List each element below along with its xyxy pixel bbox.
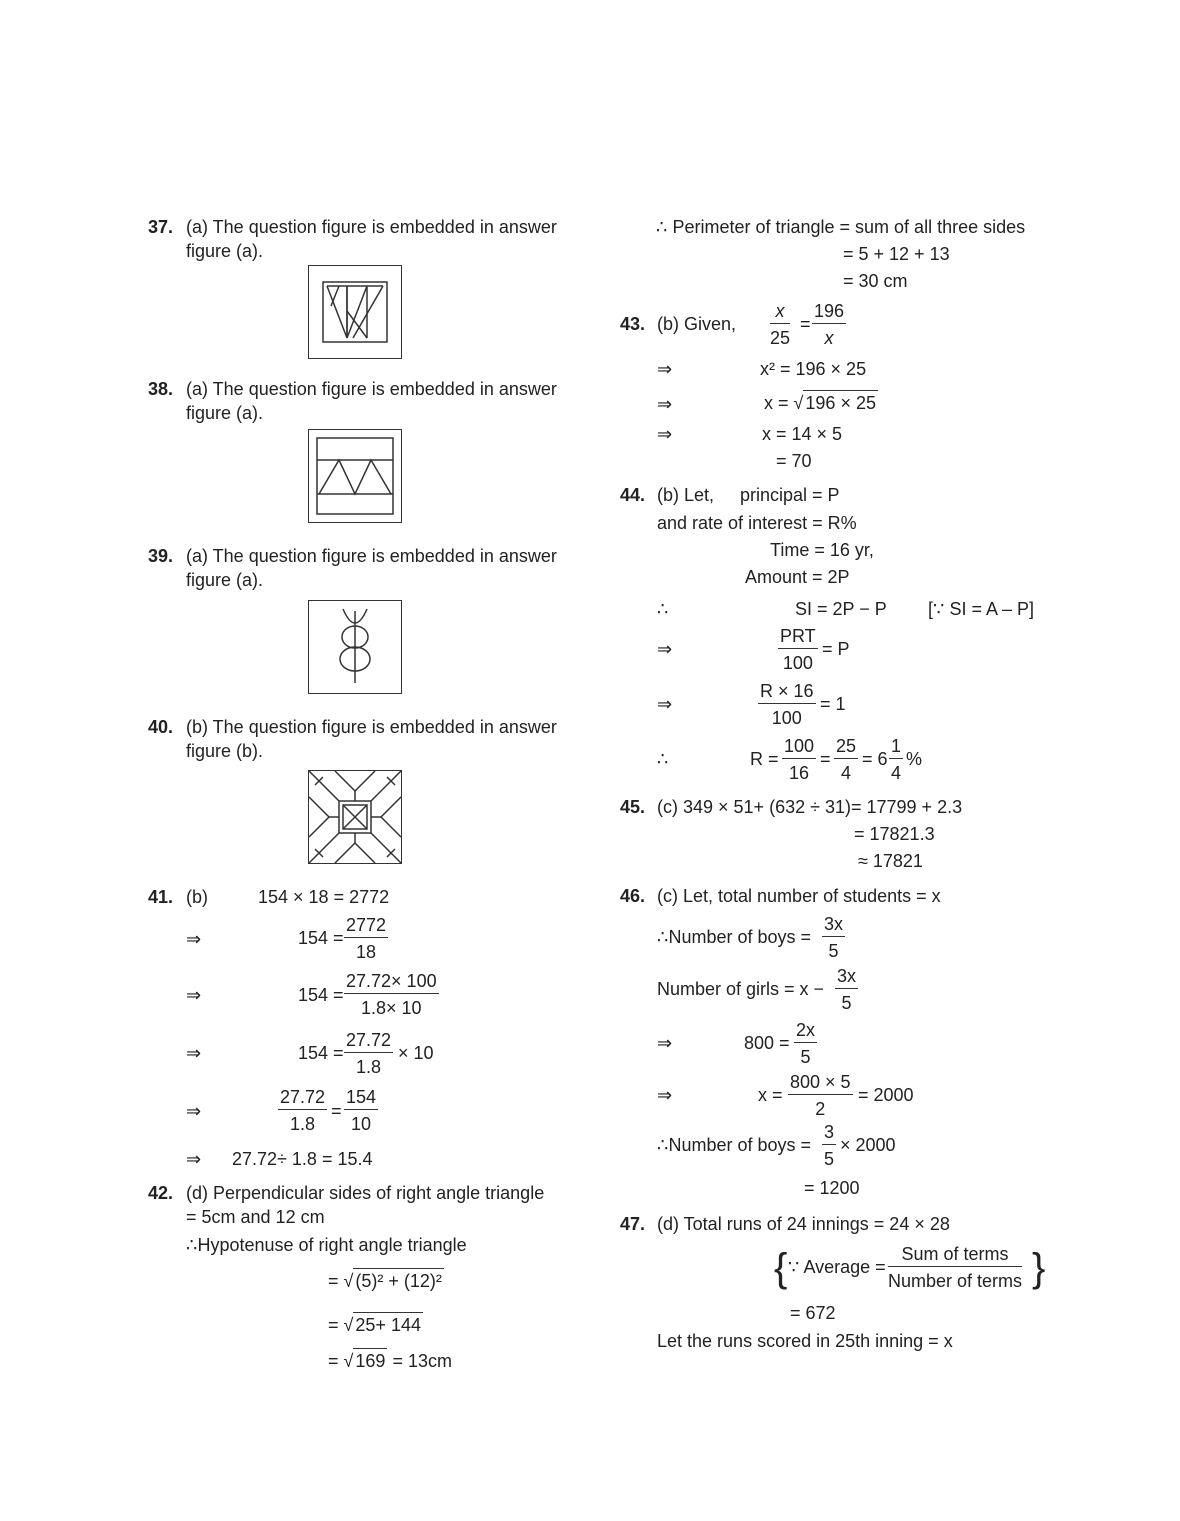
equation-line: ≈ 17821 <box>858 851 923 871</box>
fraction: Sum of terms Number of terms <box>888 1244 1023 1291</box>
equation-suffix: × 10 <box>398 1043 434 1063</box>
question-number: 46. <box>620 886 646 906</box>
right-brace: } <box>1032 1246 1046 1290</box>
implies-symbol: ⇒ <box>186 929 202 949</box>
equation-prefix: 154 = <box>298 928 344 948</box>
answer-text: figure (a). <box>186 570 264 590</box>
implies-symbol: ⇒ <box>657 694 673 714</box>
equals-sign: = <box>820 749 831 769</box>
answer-text: = 5cm and 12 cm <box>186 1207 325 1227</box>
answer-text: ∴ Perimeter of triangle = sum of all three sides <box>656 217 1026 237</box>
sqrt-expression: x = √ 196 × 25 <box>764 394 878 412</box>
answer-text: (d) Total runs of 24 innings = 24 × 28 <box>657 1214 950 1234</box>
therefore-symbol: ∴ <box>657 599 669 619</box>
answer-figure-37 <box>308 265 402 359</box>
equation-line: Time = 16 yr, <box>770 540 874 560</box>
equation-prefix: ∴Number of boys = <box>657 927 812 947</box>
answer-text: ∴Hypotenuse of right angle triangle <box>186 1235 467 1255</box>
implies-symbol: ⇒ <box>657 1085 673 1105</box>
answer-text: (b) The question figure is embedded in answer <box>186 717 557 737</box>
fraction: PRT 100 <box>780 626 816 673</box>
fraction: $\frac{3x}{5}$ <box>837 966 857 1013</box>
equation-prefix: 154 = <box>298 985 344 1005</box>
equation-line: = 1200 <box>804 1178 860 1198</box>
answer-figure-38 <box>308 429 402 523</box>
equation-suffix: = P <box>822 639 850 659</box>
equation-line: 27.72÷ 1.8 = 15.4 <box>232 1149 373 1169</box>
fraction: $\frac{196}{x}$ <box>814 301 845 348</box>
left-brace: { <box>774 1246 788 1290</box>
answer-figure-39 <box>308 600 402 694</box>
answer-text: (a) The question figure is embedded in answer <box>186 217 557 237</box>
question-number: 45. <box>620 797 646 817</box>
equation-prefix: 154 = <box>298 1043 344 1063</box>
equation-line: x² = 196 × 25 <box>760 359 867 379</box>
question-number: 42. <box>148 1183 174 1203</box>
fraction: $\frac{2772}{18}$ <box>346 915 387 962</box>
equation-line: SI = 2P − P <box>795 599 887 619</box>
therefore-symbol: ∴ <box>657 749 669 769</box>
implies-symbol: ⇒ <box>657 424 673 444</box>
question-number: 44. <box>620 485 646 505</box>
sqrt-expression: = √ (5)² + (12)² <box>328 1272 444 1290</box>
equation-line: = 672 <box>790 1303 836 1323</box>
equation-prefix: 800 = <box>744 1033 790 1053</box>
equation-prefix: x = <box>758 1085 783 1105</box>
equation-line: and rate of interest = R% <box>657 513 857 533</box>
equation-line: = 5 + 12 + 13 <box>843 244 950 264</box>
implies-symbol: ⇒ <box>186 1043 202 1063</box>
fraction: $\frac{100}{16}$ <box>784 736 815 783</box>
sqrt-expression: = √ 25+ 144 <box>328 1316 423 1334</box>
question-number: 43. <box>620 314 646 334</box>
fraction: $\frac{R \times 16}{100}$ <box>760 681 814 728</box>
fraction: $\frac{25}{4}$ <box>836 736 857 783</box>
equation-suffix: % <box>906 749 923 769</box>
implies-symbol: ⇒ <box>657 394 673 414</box>
answer-text: (a) The question figure is embedded in answer <box>186 379 557 399</box>
equation-prefix: R = <box>750 749 779 769</box>
answer-text: Let the runs scored in 25th inning = x <box>657 1331 953 1351</box>
equation-suffix: × 2000 <box>840 1135 896 1155</box>
answer-text: (c) Let, total number of students = x <box>657 886 941 906</box>
fraction: $\frac{3x}{5}$ <box>824 914 844 961</box>
fraction: $\frac{154}{10}$ <box>346 1087 377 1134</box>
equation-line: principal = P <box>740 485 840 505</box>
equation-prefix: ∴Number of boys = <box>657 1135 812 1155</box>
fraction: $\frac{1}{4}$ <box>891 736 902 783</box>
answer-text: figure (a). <box>186 241 264 261</box>
question-number: 37. <box>148 217 174 237</box>
equation-line: = 17821.3 <box>854 824 935 844</box>
answer-text: (d) Perpendicular sides of right angle triangle <box>186 1183 545 1203</box>
equation-part: = 6 <box>862 749 888 769</box>
equation-line: Amount = 2P <box>745 567 850 587</box>
equation-line: (c) 349 × 51+ (632 ÷ 31)= 17799 + 2.3 <box>657 797 963 817</box>
equation-line: = 30 cm <box>843 271 908 291</box>
equation-line: x = 14 × 5 <box>762 424 843 444</box>
fraction: $\frac{2x}{5}$ <box>796 1020 816 1067</box>
question-number: 38. <box>148 379 174 399</box>
answer-figure-40 <box>308 770 402 864</box>
answer-text: figure (b). <box>186 741 264 761</box>
question-number: 47. <box>620 1214 646 1234</box>
option-label: (b) Let, <box>657 485 715 505</box>
implies-symbol: ⇒ <box>186 1149 202 1169</box>
answer-text: (a) The question figure is embedded in answer <box>186 546 557 566</box>
equation-line: = 70 <box>776 451 812 471</box>
fraction: $\frac{27.72\times 100}{1.8\times 10}$ <box>346 971 437 1018</box>
option-label: (b) Given, <box>657 314 737 334</box>
implies-symbol: ⇒ <box>186 1101 202 1121</box>
option-label: (b) <box>186 887 208 907</box>
question-number: 41. <box>148 887 174 907</box>
fraction: $\frac{27.72}{1.8}$ <box>280 1087 326 1134</box>
answer-text: figure (a). <box>186 403 264 423</box>
implies-symbol: ⇒ <box>657 639 673 659</box>
sqrt-expression: = √ 169 = 13cm <box>328 1352 452 1370</box>
equation-suffix: = 1 <box>820 694 846 714</box>
equation-line: 154 × 18 = 2772 <box>258 887 390 907</box>
fraction: $\frac{x}{25}$ <box>770 301 791 348</box>
equals-sign: = <box>800 314 811 334</box>
question-number: 39. <box>148 546 174 566</box>
equation-prefix: ∵ Average = <box>788 1257 886 1277</box>
equals-sign: = <box>331 1101 342 1121</box>
implies-symbol: ⇒ <box>186 985 202 1005</box>
fraction: $\frac{3}{5}$ <box>824 1122 835 1169</box>
equation-note: [∵ SI = A – P] <box>928 599 1035 619</box>
implies-symbol: ⇒ <box>657 1033 673 1053</box>
equation-suffix: = 2000 <box>858 1085 914 1105</box>
question-number: 40. <box>148 717 174 737</box>
fraction: $\frac{27.72}{1.8}$ <box>346 1030 392 1077</box>
equation-prefix: Number of girls = x − <box>657 979 825 999</box>
implies-symbol: ⇒ <box>657 359 673 379</box>
fraction: $\frac{800 \times 5}{2}$ <box>790 1072 851 1119</box>
